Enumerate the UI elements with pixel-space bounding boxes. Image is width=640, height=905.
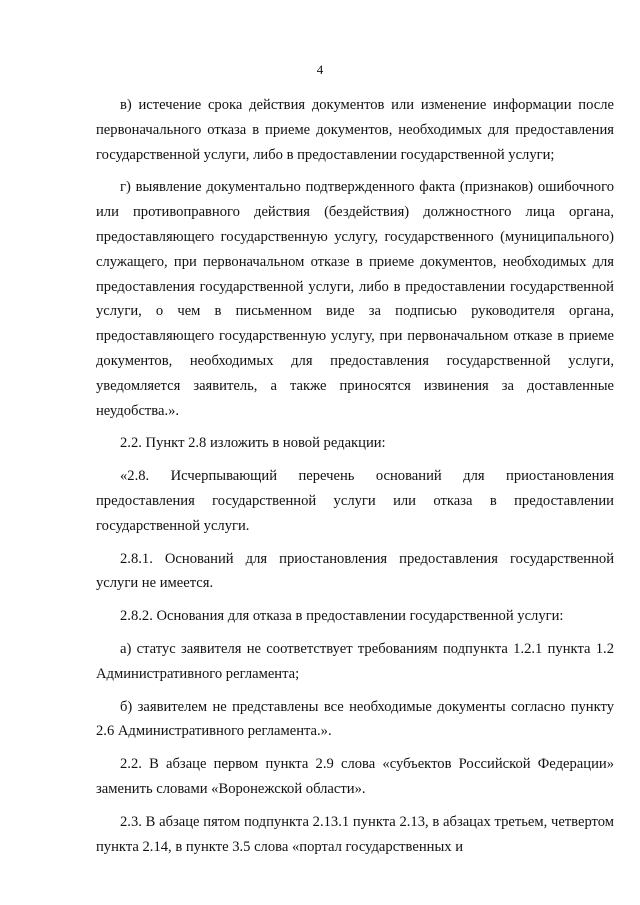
- paragraph-2-8-2-refusal-grounds: 2.8.2. Основания для отказа в предоставлении государственной услуги:: [120, 608, 564, 625]
- document-body: [96, 93, 614, 859]
- paragraph-2-2-point-2-8: 2.2. Пункт 2.8 изложить в новой редакции:: [120, 435, 386, 452]
- paragraph-2-3-portal-words: 2.3. В абзаце пятом подпункта 2.13.1 пункта 2.13, в абзацах третьем, четвертом пункта 2.14, в пункте 3.5 слова «портал государственных и: [96, 813, 614, 855]
- paragraph-2-2-point-2-9: 2.2. В абзаце первом пункта 2.9 слова «субъектов Российской Федерации» заменить словами «Воронежской области».: [96, 756, 614, 797]
- paragraph-g-erroneous-action: г) выявление документально подтвержденного факта (признаков) ошибочного или противоправного действия (бездействия) должностного лица органа, предоставляющего государственную услугу, государственного (муниципального) служащего, при первоначальном отказе в приеме документов, необходимых для предоставления государственной услуги, либо в предоставлении государственной услуги, о чем в письменном виде за подписью руководителя органа, предоставляющего государственную услугу, при первоначальном отказе в приеме документов, необходимых для предоставления государственной услуги, уведомляется заявитель, а также приносятся извинения за доставленные неудобства.».: [96, 179, 614, 419]
- page-number: 4: [316, 62, 324, 77]
- paragraph-v-document-expiry: в) истечение срока действия документов или изменение информации после первоначального отказа в приеме документов, необходимых для предоставления государственной услуги, либо в предоставлении государственной услуги;: [96, 97, 614, 163]
- paragraph-2-8-exhaustive-list: «2.8. Исчерпывающий перечень оснований для приостановления предоставления государственной услуги или отказа в предоставлении государственной услуги.: [96, 468, 614, 534]
- paragraph-b-missing-documents: б) заявителем не представлены все необходимые документы согласно пункту 2.6 Административного регламента.».: [96, 698, 614, 740]
- paragraph-a-applicant-status: а) статус заявителя не соответствует требованиям подпункта 1.2.1 пункта 1.2 Административного регламента;: [96, 640, 614, 682]
- paragraph-2-8-1-no-suspension: 2.8.1. Оснований для приостановления предоставления государственной услуги не имеется.: [96, 550, 614, 592]
